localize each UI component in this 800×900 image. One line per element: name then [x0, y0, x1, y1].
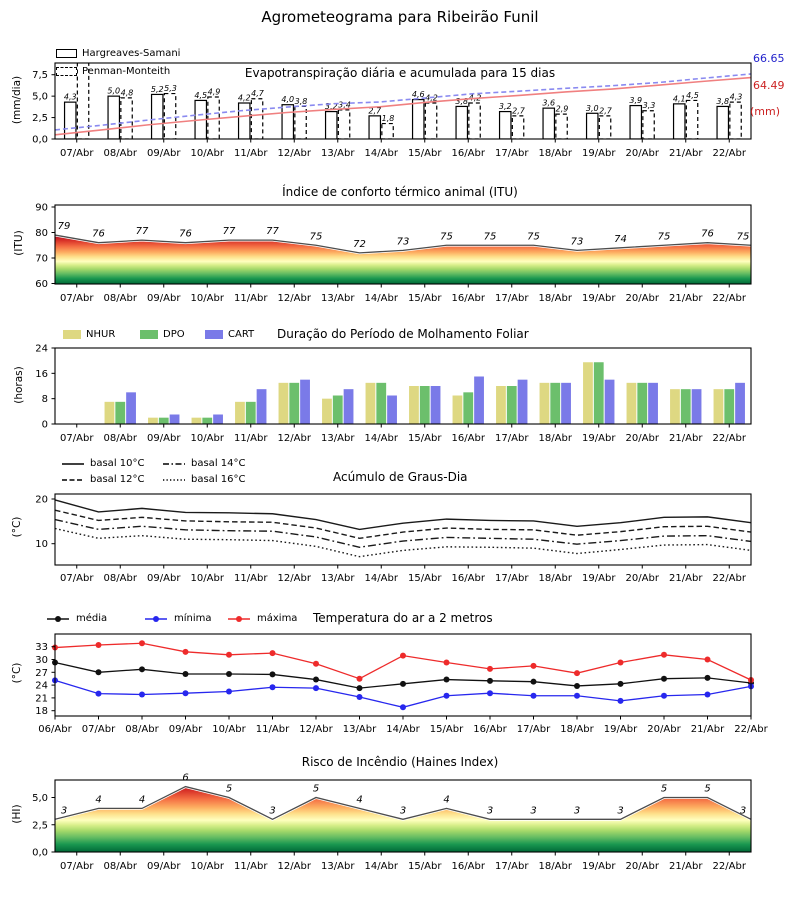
svg-text:20/Abr: 20/Abr — [625, 293, 659, 304]
svg-text:4,3: 4,3 — [63, 92, 77, 102]
svg-text:4,6: 4,6 — [411, 90, 425, 100]
svg-text:13/Abr: 13/Abr — [321, 148, 355, 159]
svg-text:3,6: 3,6 — [542, 98, 556, 108]
svg-text:73: 73 — [396, 236, 410, 248]
molhamento-y-axis-label: (horas) — [13, 366, 25, 404]
svg-text:20/Abr: 20/Abr — [625, 433, 659, 444]
svg-text:10: 10 — [35, 539, 48, 551]
svg-text:10/Abr: 10/Abr — [190, 573, 224, 584]
svg-text:13/Abr: 13/Abr — [321, 573, 355, 584]
svg-text:09/Abr: 09/Abr — [147, 573, 181, 584]
svg-text:08/Abr: 08/Abr — [103, 433, 137, 444]
svg-text:08/Abr: 08/Abr — [103, 573, 137, 584]
legend-label: média — [76, 613, 108, 624]
svg-text:73: 73 — [570, 236, 584, 248]
svg-text:75: 75 — [736, 231, 750, 243]
svg-text:13/Abr: 13/Abr — [321, 861, 355, 872]
svg-text:06/Abr: 06/Abr — [38, 724, 72, 735]
svg-text:20/Abr: 20/Abr — [625, 573, 659, 584]
svg-text:12/Abr: 12/Abr — [277, 433, 311, 444]
svg-text:09/Abr: 09/Abr — [168, 724, 203, 735]
molhamento_foliar-plot — [35, 343, 751, 444]
svg-text:14/Abr: 14/Abr — [364, 148, 398, 159]
hargreaves-accumulated-total: 64.49 — [753, 79, 785, 92]
legend-label: DPO — [163, 329, 185, 340]
svg-text:7,5: 7,5 — [32, 70, 48, 82]
legend-label: basal 14°C — [191, 458, 246, 469]
svg-text:14/Abr: 14/Abr — [364, 861, 398, 872]
svg-text:07/Abr: 07/Abr — [60, 861, 94, 872]
solid-line-icon — [61, 460, 85, 468]
evapo-chart-title: Evapotranspiração diária e acumulada para 15 dias — [244, 66, 556, 80]
svg-text:21/Abr: 21/Abr — [669, 573, 703, 584]
svg-text:17/Abr: 17/Abr — [495, 293, 529, 304]
svg-text:19/Abr: 19/Abr — [603, 724, 638, 735]
svg-text:10/Abr: 10/Abr — [190, 433, 224, 444]
svg-text:4,8: 4,8 — [120, 88, 134, 98]
svg-text:15/Abr: 15/Abr — [408, 573, 442, 584]
svg-text:13/Abr: 13/Abr — [321, 433, 355, 444]
svg-text:12/Abr: 12/Abr — [299, 724, 333, 735]
black-line-dot-icon — [45, 614, 71, 624]
legend-label: Hargreaves-Samani — [82, 48, 181, 59]
svg-text:17/Abr: 17/Abr — [495, 573, 529, 584]
svg-text:18/Abr: 18/Abr — [538, 573, 572, 584]
svg-text:15/Abr: 15/Abr — [408, 148, 442, 159]
legend-maxima — [226, 613, 297, 624]
svg-text:20: 20 — [35, 494, 48, 506]
svg-text:09/Abr: 09/Abr — [147, 433, 181, 444]
svg-text:4,2: 4,2 — [425, 93, 438, 103]
legend-basal12 — [61, 474, 144, 485]
svg-text:18/Abr: 18/Abr — [560, 724, 594, 735]
legend-basal14 — [162, 458, 245, 469]
svg-text:3: 3 — [399, 805, 407, 817]
svg-text:14/Abr: 14/Abr — [386, 724, 420, 735]
svg-text:19/Abr: 19/Abr — [582, 148, 616, 159]
nhur-color-chip-icon — [63, 330, 81, 339]
svg-text:5: 5 — [660, 783, 668, 795]
svg-text:4,5: 4,5 — [686, 90, 699, 100]
svg-text:3: 3 — [573, 805, 581, 817]
svg-text:07/Abr: 07/Abr — [81, 724, 116, 735]
svg-text:4,9: 4,9 — [207, 87, 221, 97]
svg-text:14/Abr: 14/Abr — [364, 433, 398, 444]
svg-text:21: 21 — [35, 693, 48, 705]
red-line-dot-icon — [226, 614, 252, 624]
svg-text:4: 4 — [443, 794, 450, 806]
svg-text:5,3: 5,3 — [164, 84, 177, 94]
svg-text:5: 5 — [704, 783, 711, 795]
legend-label: Penman-Monteith — [82, 66, 171, 77]
svg-text:27: 27 — [35, 667, 48, 679]
svg-text:21/Abr: 21/Abr — [669, 433, 703, 444]
svg-text:3: 3 — [617, 805, 624, 817]
svg-text:2,7: 2,7 — [368, 106, 382, 116]
itu-y-axis-label: (ITU) — [13, 230, 25, 256]
svg-text:4,5: 4,5 — [194, 90, 208, 100]
svg-text:3: 3 — [60, 805, 68, 817]
svg-text:18/Abr: 18/Abr — [538, 148, 572, 159]
svg-text:33: 33 — [35, 642, 48, 654]
graus-dia-y-axis-label: (°C) — [11, 516, 23, 538]
svg-text:17/Abr: 17/Abr — [516, 724, 551, 735]
svg-text:0: 0 — [41, 419, 48, 431]
svg-text:4: 4 — [95, 794, 102, 806]
svg-text:24: 24 — [35, 343, 48, 355]
solid-bar-legend-icon — [56, 49, 77, 58]
svg-text:19/Abr: 19/Abr — [582, 293, 616, 304]
temperatura-plot — [35, 634, 768, 735]
svg-text:09/Abr: 09/Abr — [147, 148, 181, 159]
svg-text:3,2: 3,2 — [324, 102, 338, 112]
svg-text:19/Abr: 19/Abr — [582, 573, 616, 584]
svg-text:12/Abr: 12/Abr — [277, 148, 311, 159]
svg-text:11/Abr: 11/Abr — [234, 861, 268, 872]
svg-text:76: 76 — [92, 228, 105, 240]
svg-text:4,2: 4,2 — [468, 93, 482, 103]
svg-text:16/Abr: 16/Abr — [451, 573, 485, 584]
svg-text:5,0: 5,0 — [107, 86, 121, 96]
haines-y-axis-label: (HI) — [11, 804, 23, 824]
svg-text:13/Abr: 13/Abr — [342, 724, 377, 735]
svg-text:0,0: 0,0 — [32, 134, 48, 146]
svg-text:72: 72 — [353, 238, 366, 250]
legend-media — [45, 613, 107, 624]
svg-text:07/Abr: 07/Abr — [60, 293, 94, 304]
svg-text:15/Abr: 15/Abr — [429, 724, 464, 735]
svg-text:3,8: 3,8 — [716, 96, 730, 106]
svg-text:09/Abr: 09/Abr — [147, 293, 181, 304]
svg-text:10/Abr: 10/Abr — [190, 861, 224, 872]
svg-text:14/Abr: 14/Abr — [364, 573, 398, 584]
penman-accumulated-total: 66.65 — [753, 52, 785, 65]
svg-text:5,0: 5,0 — [32, 793, 48, 804]
dashdot-line-icon — [162, 460, 186, 468]
svg-text:3,0: 3,0 — [585, 103, 599, 113]
svg-text:11/Abr: 11/Abr — [255, 724, 290, 735]
svg-text:10/Abr: 10/Abr — [212, 724, 246, 735]
svg-text:22/Abr: 22/Abr — [712, 293, 746, 304]
svg-text:90: 90 — [35, 202, 48, 214]
svg-text:3,8: 3,8 — [455, 96, 469, 106]
svg-text:21/Abr: 21/Abr — [669, 861, 703, 872]
svg-text:11/Abr: 11/Abr — [234, 148, 268, 159]
svg-text:77: 77 — [266, 226, 279, 238]
svg-text:5,2: 5,2 — [150, 84, 164, 94]
legend-label: máxima — [257, 613, 298, 624]
svg-text:4,2: 4,2 — [237, 93, 251, 103]
svg-text:20/Abr: 20/Abr — [625, 861, 659, 872]
svg-text:3,4: 3,4 — [338, 100, 351, 110]
svg-text:22/Abr: 22/Abr — [712, 148, 746, 159]
svg-text:08/Abr: 08/Abr — [125, 724, 159, 735]
svg-text:11/Abr: 11/Abr — [234, 573, 268, 584]
svg-text:75: 75 — [527, 231, 540, 243]
svg-text:17/Abr: 17/Abr — [495, 433, 529, 444]
svg-text:16: 16 — [35, 368, 48, 380]
svg-text:60: 60 — [35, 279, 48, 290]
svg-text:22/Abr: 22/Abr — [712, 861, 746, 872]
legend-nhur — [63, 329, 115, 340]
svg-text:17/Abr: 17/Abr — [495, 861, 529, 872]
svg-text:10/Abr: 10/Abr — [190, 148, 224, 159]
svg-text:24: 24 — [35, 680, 48, 692]
svg-text:80: 80 — [35, 228, 48, 239]
svg-text:07/Abr: 07/Abr — [60, 573, 94, 584]
legend-basal10 — [61, 458, 144, 469]
svg-text:07/Abr: 07/Abr — [60, 433, 94, 444]
legend-label: mínima — [174, 613, 212, 624]
svg-text:22/Abr: 22/Abr — [712, 573, 746, 584]
svg-text:15/Abr: 15/Abr — [408, 293, 442, 304]
dpo-color-chip-icon — [140, 330, 158, 339]
svg-text:74: 74 — [614, 233, 627, 245]
svg-text:3,2: 3,2 — [498, 102, 512, 112]
legend-label: basal 16°C — [191, 474, 246, 485]
svg-text:76: 76 — [179, 228, 192, 240]
dotted-line-icon — [162, 476, 186, 484]
svg-text:18/Abr: 18/Abr — [538, 433, 572, 444]
svg-text:76: 76 — [701, 228, 714, 240]
svg-text:3,8: 3,8 — [294, 96, 308, 106]
svg-text:30: 30 — [35, 654, 48, 666]
legend-label: NHUR — [86, 329, 116, 340]
svg-text:12/Abr: 12/Abr — [277, 293, 311, 304]
svg-text:08/Abr: 08/Abr — [103, 861, 137, 872]
svg-text:4,0: 4,0 — [281, 95, 295, 105]
svg-text:75: 75 — [440, 231, 453, 243]
svg-text:5: 5 — [312, 783, 320, 795]
svg-text:16/Abr: 16/Abr — [451, 293, 485, 304]
svg-text:5: 5 — [225, 783, 233, 795]
svg-text:20/Abr: 20/Abr — [625, 148, 659, 159]
svg-text:3: 3 — [739, 805, 747, 817]
svg-text:3: 3 — [530, 805, 537, 817]
svg-text:77: 77 — [135, 226, 149, 238]
svg-text:11/Abr: 11/Abr — [234, 433, 268, 444]
svg-text:12/Abr: 12/Abr — [277, 573, 311, 584]
legend-minima — [143, 613, 212, 624]
svg-text:4: 4 — [356, 794, 363, 806]
svg-text:75: 75 — [657, 231, 671, 243]
legend-cart — [205, 329, 254, 340]
accumulated-unit-label: (mm) — [750, 105, 781, 118]
svg-text:07/Abr: 07/Abr — [60, 148, 94, 159]
molhamento-chart-title: Duração do Período de Molhamento Foliar — [277, 327, 529, 341]
svg-text:1,8: 1,8 — [381, 114, 395, 124]
svg-text:4,1: 4,1 — [672, 94, 686, 104]
svg-text:3: 3 — [486, 805, 494, 817]
svg-text:2,9: 2,9 — [555, 104, 569, 114]
itu-plot — [35, 203, 751, 305]
graus_dia-plot — [35, 494, 751, 584]
svg-text:4,3: 4,3 — [729, 92, 743, 102]
cart-color-chip-icon — [205, 330, 223, 339]
svg-text:70: 70 — [35, 253, 48, 265]
svg-text:15/Abr: 15/Abr — [408, 433, 442, 444]
svg-text:3: 3 — [269, 805, 276, 817]
svg-text:4,7: 4,7 — [251, 89, 264, 99]
svg-text:14/Abr: 14/Abr — [364, 293, 398, 304]
haines-chart-title: Risco de Incêndio (Haines Index) — [301, 755, 499, 769]
svg-text:20/Abr: 20/Abr — [647, 724, 681, 735]
legend-hargreaves — [56, 48, 180, 59]
itu-chart-title: Índice de conforto térmico animal (ITU) — [282, 185, 518, 199]
svg-text:15/Abr: 15/Abr — [408, 861, 442, 872]
svg-text:6: 6 — [182, 772, 189, 784]
svg-text:4: 4 — [138, 794, 146, 806]
svg-text:77: 77 — [222, 226, 236, 238]
svg-text:13/Abr: 13/Abr — [321, 293, 355, 304]
haines-plot — [32, 773, 751, 872]
svg-text:21/Abr: 21/Abr — [690, 724, 725, 735]
svg-text:10/Abr: 10/Abr — [190, 293, 224, 304]
svg-text:75: 75 — [309, 231, 323, 243]
legend-dpo — [140, 329, 185, 340]
svg-text:2,5: 2,5 — [32, 820, 48, 832]
svg-text:2,7: 2,7 — [512, 106, 525, 116]
svg-text:18/Abr: 18/Abr — [538, 293, 572, 304]
svg-text:21/Abr: 21/Abr — [669, 148, 703, 159]
svg-text:19/Abr: 19/Abr — [582, 861, 616, 872]
svg-text:12/Abr: 12/Abr — [277, 861, 311, 872]
page-title: Agrometeograma para Ribeirão Funil — [261, 8, 539, 26]
svg-text:16/Abr: 16/Abr — [451, 148, 485, 159]
svg-text:09/Abr: 09/Abr — [147, 861, 181, 872]
evapo-y-axis-label: (mm/dia) — [11, 75, 23, 125]
svg-text:18: 18 — [35, 706, 48, 718]
svg-text:5,0: 5,0 — [32, 91, 48, 103]
svg-text:17/Abr: 17/Abr — [495, 148, 529, 159]
blue-line-dot-icon — [143, 614, 169, 624]
legend-basal16 — [162, 474, 245, 485]
svg-text:2,7: 2,7 — [599, 106, 612, 116]
legend-label: CART — [228, 329, 255, 340]
dashed-line-icon — [61, 476, 85, 484]
svg-text:08/Abr: 08/Abr — [103, 293, 137, 304]
svg-text:3,3: 3,3 — [642, 101, 656, 111]
svg-text:2,5: 2,5 — [32, 113, 48, 125]
graus-dia-chart-title: Acúmulo de Graus-Dia — [333, 470, 468, 484]
svg-text:0,0: 0,0 — [32, 847, 48, 859]
legend-label: basal 12°C — [90, 474, 145, 485]
svg-text:75: 75 — [483, 231, 497, 243]
svg-text:22/Abr: 22/Abr — [734, 724, 768, 735]
temperatura-chart-title: Temperatura do ar a 2 metros — [313, 611, 493, 625]
svg-text:8: 8 — [41, 394, 48, 406]
svg-text:16/Abr: 16/Abr — [473, 724, 507, 735]
svg-text:22/Abr: 22/Abr — [712, 433, 746, 444]
svg-text:3,9: 3,9 — [629, 96, 643, 106]
svg-text:08/Abr: 08/Abr — [103, 148, 137, 159]
svg-text:79: 79 — [57, 221, 71, 233]
svg-text:11/Abr: 11/Abr — [234, 293, 268, 304]
svg-text:19/Abr: 19/Abr — [582, 433, 616, 444]
legend-label: basal 10°C — [90, 458, 145, 469]
svg-text:16/Abr: 16/Abr — [451, 433, 485, 444]
svg-text:16/Abr: 16/Abr — [451, 861, 485, 872]
svg-text:18/Abr: 18/Abr — [538, 861, 572, 872]
temperatura-y-axis-label: (°C) — [11, 662, 23, 684]
svg-text:21/Abr: 21/Abr — [669, 293, 703, 304]
